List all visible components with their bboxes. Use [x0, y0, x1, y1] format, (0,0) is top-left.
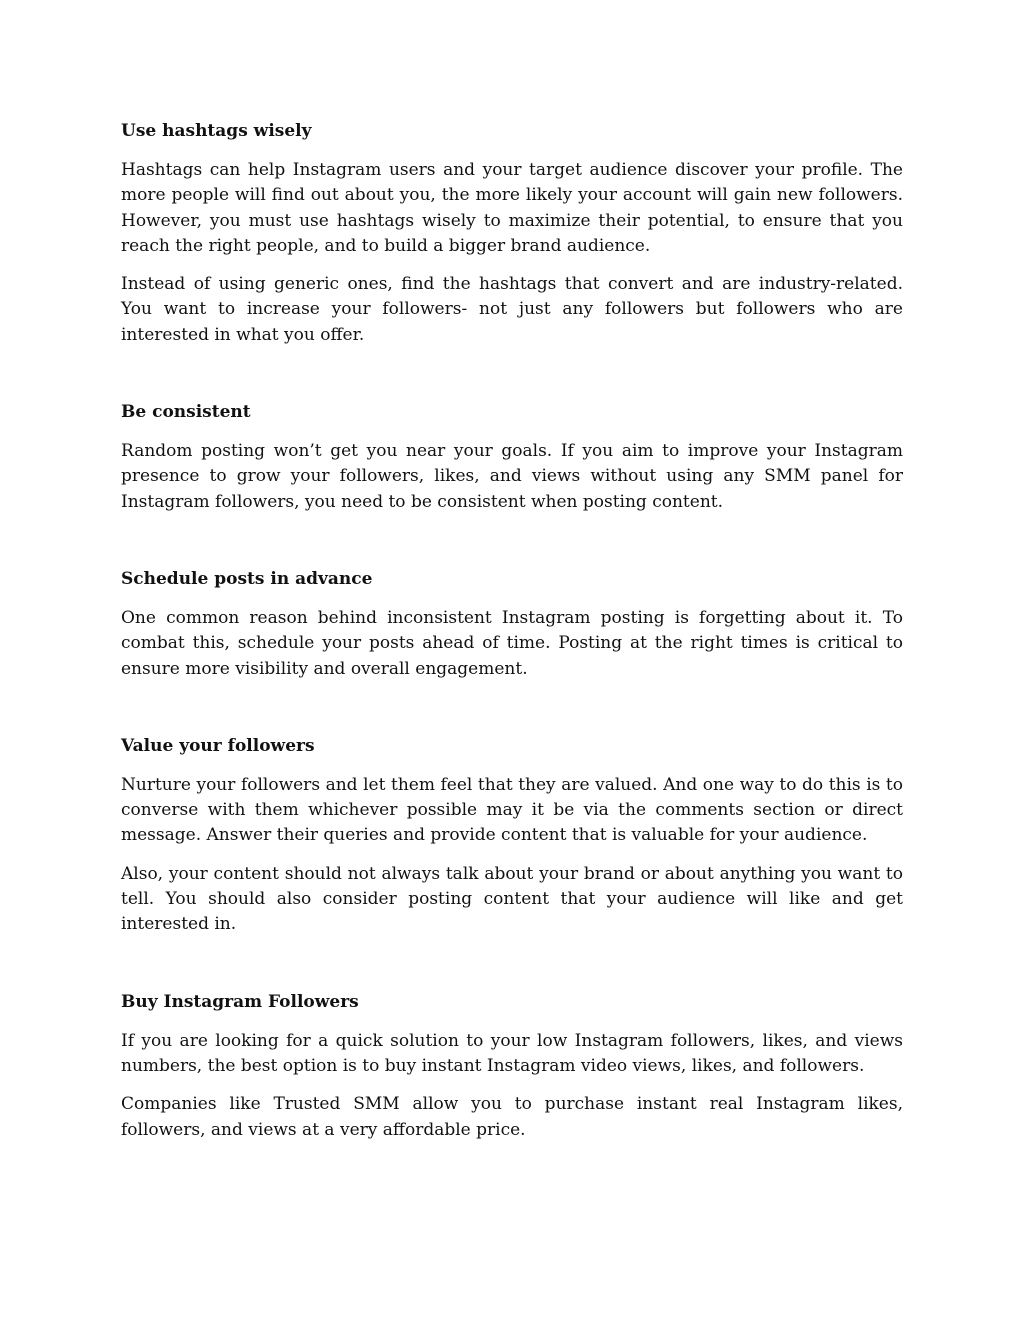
section-heading: Buy Instagram Followers: [121, 991, 359, 1012]
paragraph: Also, your content should not always talk about your brand or about anything you want to tell. You should also consider posting content that your audience will like and get interested in.: [121, 863, 903, 935]
paragraph: Random posting won’t get you near your goals. If you aim to improve your Instagram presence to grow your followers, likes, and views without using any SMM panel for Instagram followers, you need to be consistent when posting content.: [121, 441, 903, 512]
section-heading: Be consistent: [121, 402, 251, 423]
section-heading: Value your followers: [121, 735, 315, 756]
section-buy-followers: [121, 990, 903, 1143]
paragraph: Hashtags can help Instagram users and your target audience discover your profile. The more people will find out about you, the more likely your account will gain new followers. However, you must use hashtags wisely to maximize their potential, to ensure that you reach the right people, and to build a bigger brand audience.: [121, 160, 903, 256]
document-page: [121, 119, 903, 1195]
section-be-consistent: [121, 400, 903, 515]
section-use-hashtags: [121, 119, 903, 348]
paragraph: Nurture your followers and let them feel that they are valued. And one way to do this is to converse with them whichever possible may it be via the comments section or direct message. Answer their queries and provide content that is valuable for your audience.: [121, 774, 903, 846]
section-heading: Schedule posts in advance: [121, 568, 373, 589]
section-value-followers: [121, 734, 903, 938]
paragraph: Companies like Trusted SMM allow you to purchase instant real Instagram likes, followers, and views at a very affordable price.: [121, 1094, 903, 1140]
section-schedule-posts: [121, 567, 903, 682]
paragraph: One common reason behind inconsistent Instagram posting is forgetting about it. To combat this, schedule your posts ahead of time. Posting at the right times is critical to ensure more visibility and overall engagement.: [121, 607, 903, 679]
section-heading: Use hashtags wisely: [121, 121, 312, 141]
paragraph: If you are looking for a quick solution to your low Instagram followers, likes, and views numbers, the best option is to buy instant Instagram video views, likes, and followers.: [121, 1030, 903, 1076]
paragraph: Instead of using generic ones, find the hashtags that convert and are industry-related. You want to increase your followers- not just any followers but followers who are interested in what you offer.: [121, 274, 903, 345]
